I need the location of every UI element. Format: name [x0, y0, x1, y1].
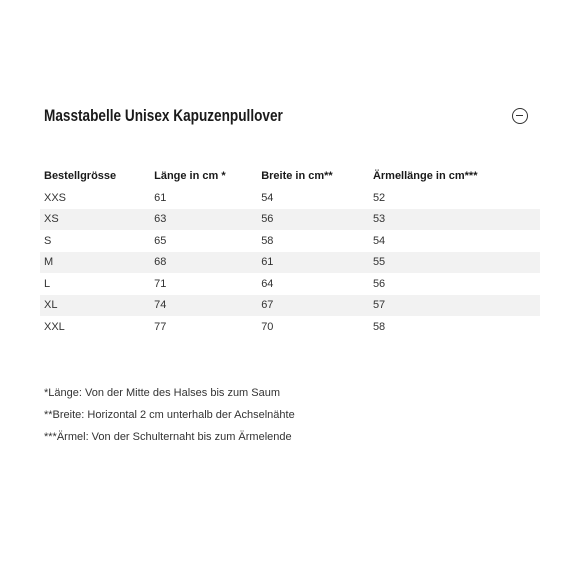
- table-row: [40, 187, 540, 209]
- length-cell: 77: [154, 320, 167, 333]
- table-row: [40, 273, 540, 295]
- footnote-width: **Breite: Horizontal 2 cm unterhalb der Achselnähte: [44, 409, 295, 421]
- footnote-sleeve: ***Ärmel: Von der Schulternaht bis zum Ärmelende: [44, 431, 292, 443]
- table-row: [40, 252, 540, 274]
- width-cell: 64: [261, 277, 274, 290]
- width-cell: 56: [257, 209, 369, 231]
- size-cell: L: [44, 277, 51, 290]
- size-cell: M: [40, 252, 150, 274]
- table-row: [40, 230, 540, 252]
- table-row: [40, 295, 540, 317]
- length-cell: 71: [154, 277, 167, 290]
- length-cell: 61: [154, 191, 167, 204]
- sleeve-cell: 53: [369, 209, 540, 231]
- column-header-length: Länge in cm *: [154, 170, 226, 182]
- size-cell: XS: [40, 209, 150, 231]
- table-header-row: [40, 165, 540, 187]
- footnotes: [44, 384, 295, 450]
- size-cell: XXS: [44, 191, 67, 204]
- width-cell: 54: [261, 191, 274, 204]
- length-cell: 68: [150, 252, 257, 274]
- collapse-minus-icon[interactable]: [512, 108, 528, 124]
- table-row: [40, 316, 540, 338]
- column-header-width: Breite in cm**: [261, 170, 333, 182]
- sleeve-cell: 55: [369, 252, 540, 274]
- width-cell: 58: [261, 234, 274, 247]
- width-cell: 61: [257, 252, 369, 274]
- size-chart-title: Masstabelle Unisex Kapuzenpullover: [44, 106, 283, 125]
- width-cell: 70: [261, 320, 274, 333]
- size-cell: XL: [40, 295, 150, 317]
- length-cell: 65: [154, 234, 167, 247]
- length-cell: 63: [150, 209, 257, 231]
- size-cell: S: [44, 234, 52, 247]
- sleeve-cell: 58: [372, 320, 386, 333]
- footnote-length: *Länge: Von der Mitte des Halses bis zum Saum: [44, 387, 281, 399]
- table-row: [40, 209, 540, 231]
- length-cell: 74: [150, 295, 257, 317]
- size-cell: XXL: [44, 320, 65, 333]
- sleeve-cell: 56: [372, 277, 386, 290]
- sleeve-cell: 54: [372, 234, 386, 247]
- sleeve-cell: 57: [369, 295, 540, 317]
- column-header-sleeve-length: Ärmellänge in cm***: [372, 170, 478, 182]
- sleeve-cell: 52: [372, 191, 386, 204]
- size-table: [40, 165, 540, 338]
- width-cell: 67: [257, 295, 369, 317]
- column-header-size: Bestellgrösse: [44, 170, 117, 182]
